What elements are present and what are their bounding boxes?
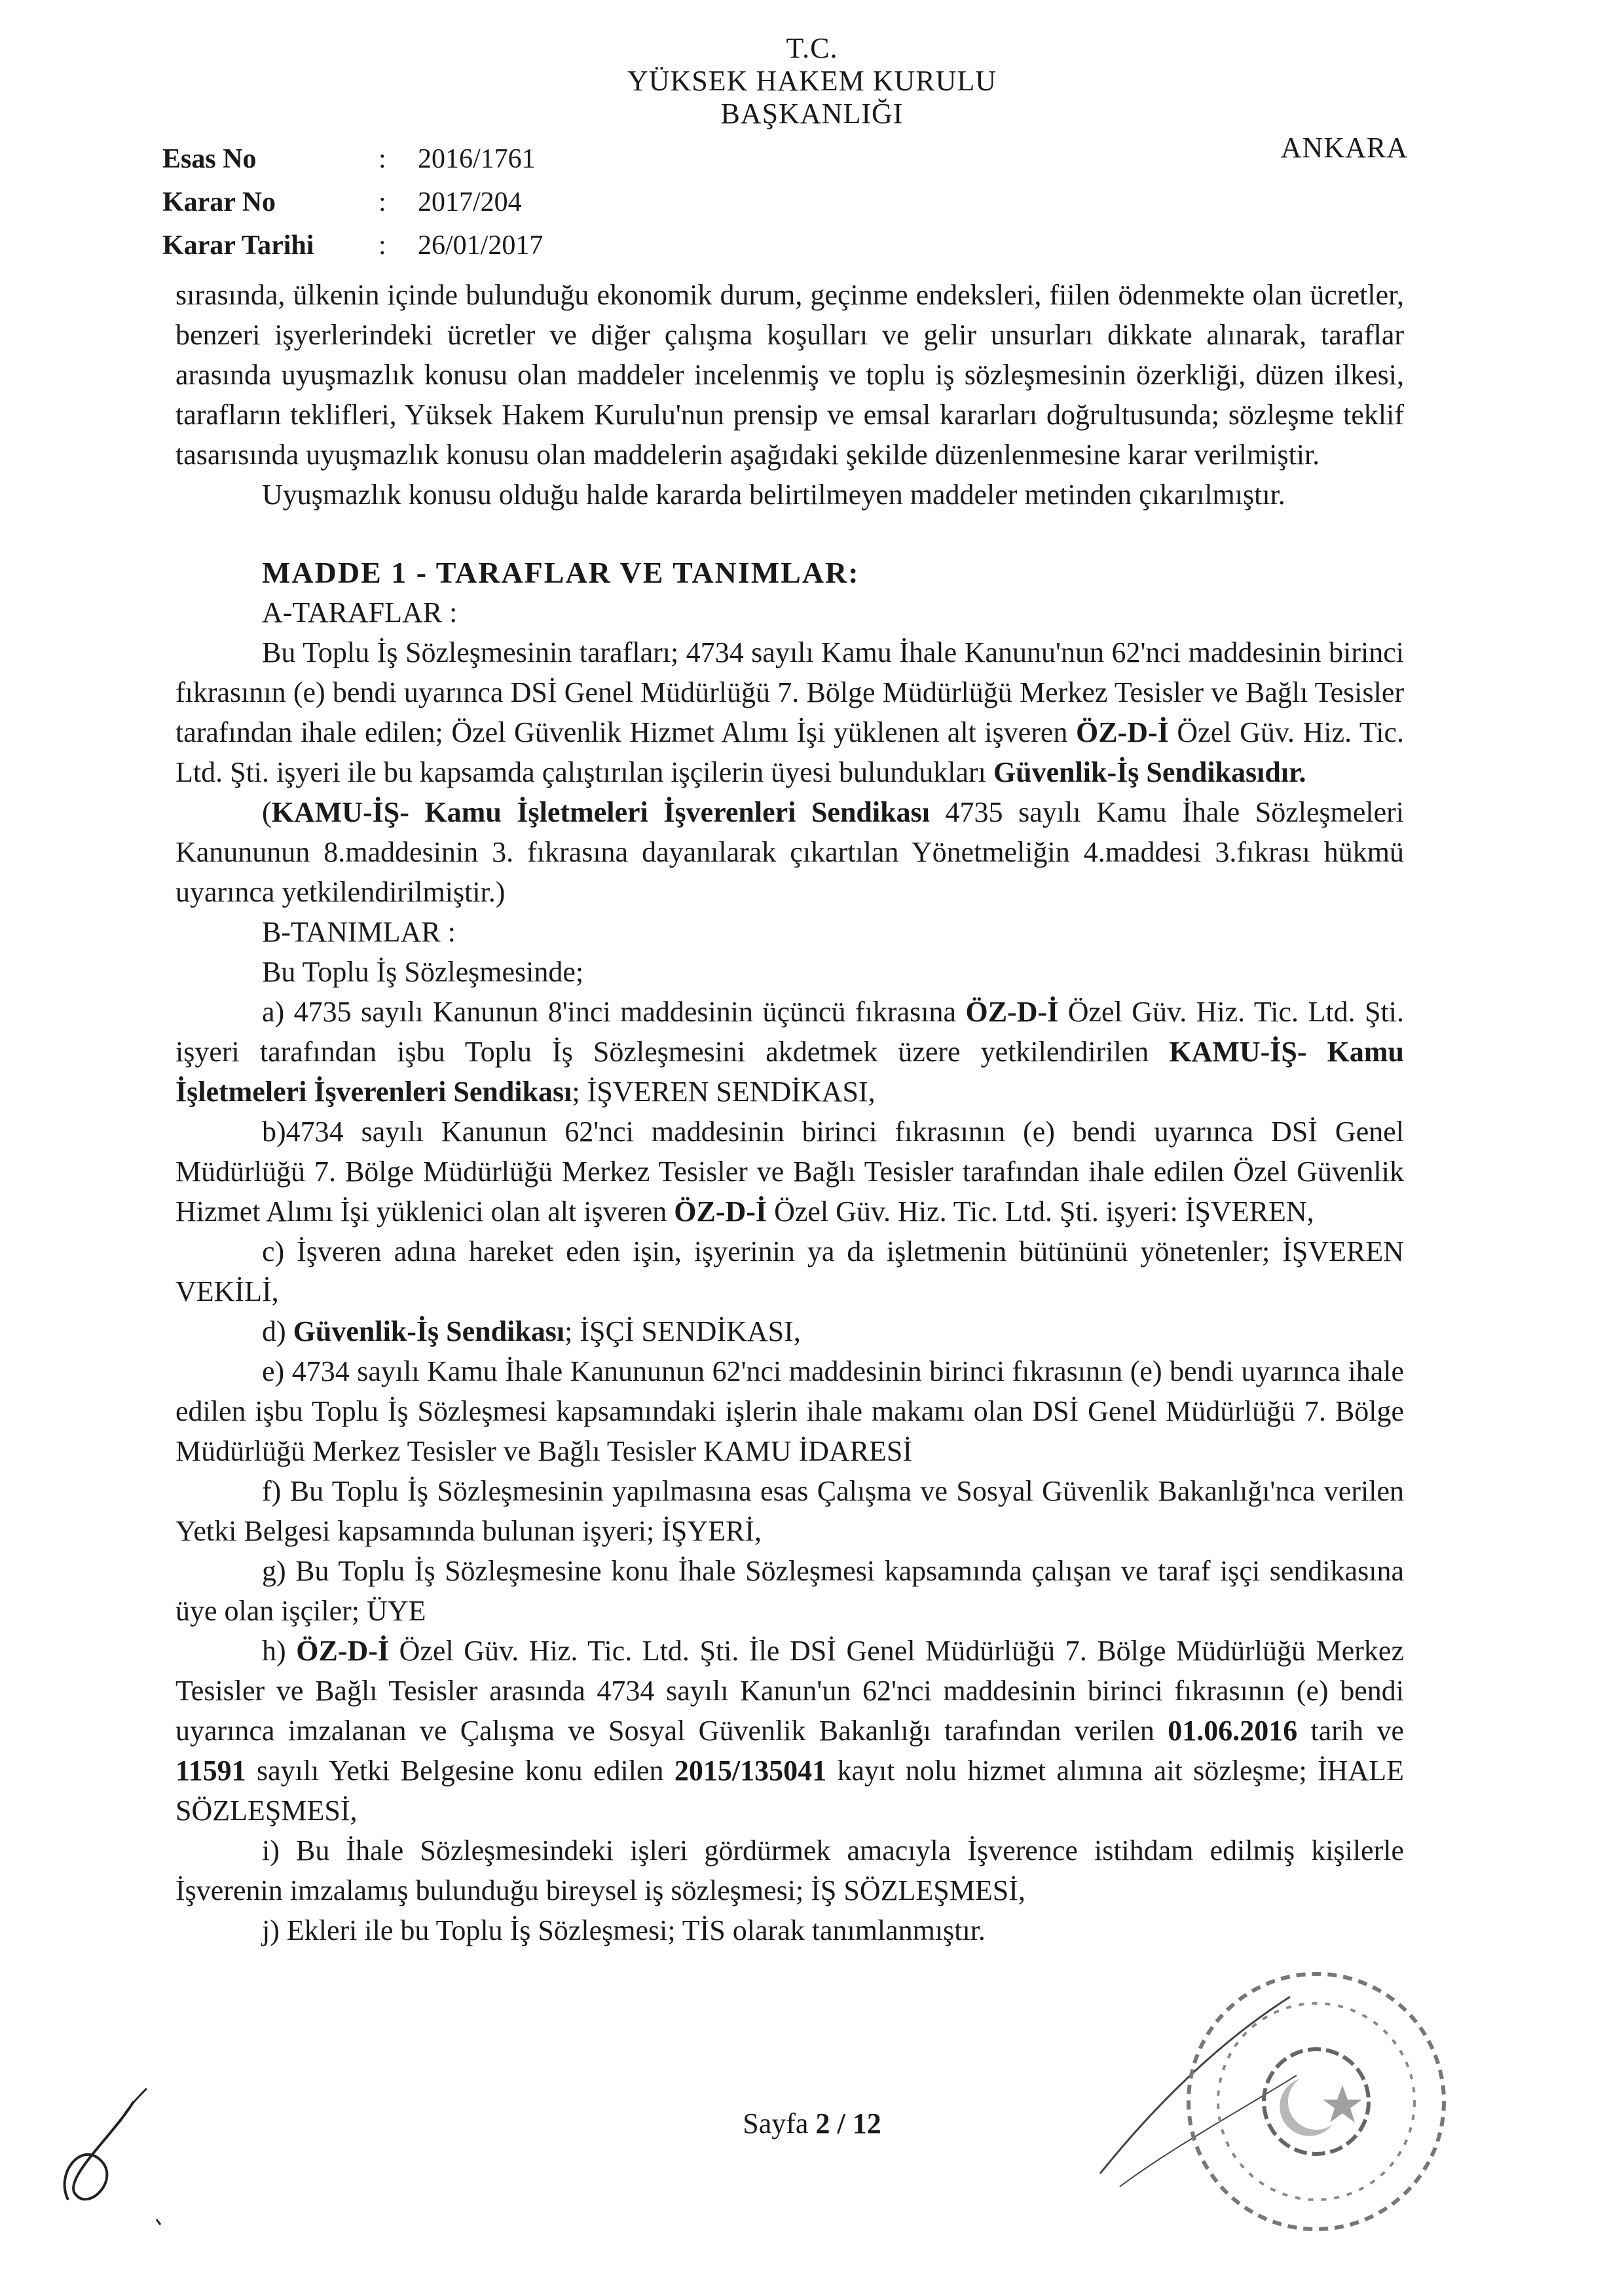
meta-row-esas — [162, 137, 543, 181]
header-city: ANKARA — [1280, 132, 1408, 164]
definition-item-e: e) 4734 sayılı Kamu İhale Kanununun 62'nci maddesinin birinci fıkrasının (e) bendi uyarınca ihale edilen işbu Toplu İş Sözleşmesi kapsamındaki işlerin ihale makamı olan DSİ Genel Müdürlüğü 7. Bölge Müdürlüğü Merkez Tesisler ve Bağlı Tesisler KAMU İDARESİ — [175, 1355, 1404, 1467]
meta-label: Esas No — [162, 144, 257, 174]
handwritten-signature-icon — [42, 2062, 179, 2232]
meta-row-tarih — [162, 224, 543, 267]
section-b-title: B-TANIMLAR : — [262, 916, 456, 948]
header-institution: YÜKSEK HAKEM KURULU — [627, 65, 997, 97]
meta-value: 2016/1761 — [418, 144, 536, 174]
parties-paragraph: Bu Toplu İş Sözleşmesinin tarafları; 4734 sayılı Kamu İhale Kanunu'nun 62'nci maddesinin birinci fıkrasının (e) bendi uyarınca DSİ Genel Müdürlüğü 7. Bölge Müdürlüğü Merkez Tesisler ve Bağlı Tesisler tarafından ihale edilen; Özel Güvenlik Hizmet Alımı İşi yüklenen alt işveren ÖZ-D-İ Özel Güv. Hiz. Tic. Ltd. Şti. işyeri ile bu kapsamda çalıştırılan işçilerin üyesi bulundukları Güvenlik-İş Sendikasıdır. — [175, 636, 1405, 788]
official-seal-icon — [1074, 1912, 1493, 2278]
definition-item-b: b)4734 sayılı Kanunun 62'nci maddesinin birinci fıkrasının (e) bendi uyarınca DSİ Genel Müdürlüğü 7. Bölge Müdürlüğü Merkez Tesisler ve Bağlı Tesisler tarafından ihale edilen Özel Güvenlik Hizmet Alımı İşi yüklenici olan alt işveren ÖZ-D-İ Özel Güv. Hiz. Tic. Ltd. Şti. işyeri: İŞVEREN, — [175, 1116, 1404, 1228]
definition-item-d: d) Güvenlik-İş Sendikası; İŞÇİ SENDİKASI, — [262, 1315, 801, 1347]
meta-label: Karar No — [162, 187, 276, 217]
article-1-heading: MADDE 1 - TARAFLAR VE TANIMLAR: — [262, 556, 860, 589]
definition-item-c: c) İşveren adına hareket eden işin, işyerinin ya da işletmenin bütününü yönetenler; İŞVEREN VEKİLİ, — [175, 1235, 1404, 1307]
case-metadata — [162, 137, 543, 267]
meta-label: Karar Tarihi — [162, 230, 314, 261]
meta-value: 26/01/2017 — [418, 230, 544, 261]
definition-item-i: i) Bu İhale Sözleşmesindeki işleri gördürmek amacıyla İşverence istihdam edilmiş kişilerle İşverenin imzalamış bulunduğu bireysel iş sözleşmesi; İŞ SÖZLEŞMESİ, — [175, 1834, 1404, 1906]
meta-value: 2017/204 — [418, 187, 522, 217]
page-number: Sayfa 2 / 12 — [743, 2107, 881, 2140]
definition-item-g: g) Bu Toplu İş Sözleşmesine konu İhale Sözleşmesi kapsamında çalışan ve taraf işçi sendikasına üye olan işçiler; ÜYE — [175, 1555, 1404, 1627]
definitions-intro: Bu Toplu İş Sözleşmesinde; — [262, 956, 584, 988]
meta-sep: : — [378, 230, 386, 261]
header-tc: T.C. — [786, 32, 838, 64]
definition-item-h: h) ÖZ-D-İ Özel Güv. Hiz. Tic. Ltd. Şti. İle DSİ Genel Müdürlüğü 7. Bölge Müdürlüğü Merkez Tesisler ve Bağlı Tesisler arasında 4734 sayılı Kanun'un 62'nci maddesinin birinci fıkrasının (e) bendi uyarınca imzalanan ve Çalışma ve Sosyal Güvenlik Bakanlığı tarafından verilen 01.06.2016 tarih ve 11591 sayılı Yetki Belgesine konu edilen 2015/135041 kayıt nolu hizmet alımına ait sözleşme; İHALE SÖZLEŞMESİ, — [175, 1635, 1404, 1827]
header-office: BAŞKANLIĞI — [720, 98, 904, 130]
meta-row-karar — [162, 181, 543, 224]
meta-sep: : — [378, 144, 386, 174]
meta-sep: : — [378, 187, 386, 217]
definition-item-a: a) 4735 sayılı Kanunun 8'inci maddesinin üçüncü fıkrasına ÖZ-D-İ Özel Güv. Hiz. Tic. Ltd. Şti. işyeri tarafından işbu Toplu İş Sözleşmesini akdetmek üzere yetkilendirilen KAMU-İŞ- Kamu İşletmeleri İşverenleri Sendikası; İŞVEREN SENDİKASI, — [175, 996, 1404, 1108]
authorization-paragraph: (KAMU-İŞ- Kamu İşletmeleri İşverenleri Sendikası 4735 sayılı Kamu İhale Sözleşmeleri Kanununun 8.maddesinin 3. fıkrasına dayanılarak çıkartılan Yönetmeliğin 4.maddesi 3.fıkrası hükmü uyarınca yetkilendirilmiştir.) — [175, 796, 1404, 908]
definition-item-f: f) Bu Toplu İş Sözleşmesinin yapılmasına esas Çalışma ve Sosyal Güvenlik Bakanlığı'nca verilen Yetki Belgesi kapsamında bulunan işyeri; İŞYERİ, — [175, 1475, 1404, 1547]
definition-item-j: j) Ekleri ile bu Toplu İş Sözleşmesi; TİS olarak tanımlanmıştır. — [262, 1914, 986, 1946]
intro-paragraph: sırasında, ülkenin içinde bulunduğu ekonomik durum, geçinme endeksleri, fiilen ödenmekte olan ücretler, benzeri işyerlerindeki ücretler ve diğer çalışma koşulları ve gelir unsurları dikkate alınarak, taraflar arasında uyuşmazlık konusu olan maddeler incelenmiş ve toplu iş sözleşmesinin özerkliği, düzen ilkesi, tarafların teklifleri, Yüksek Hakem Kurulu'nun prensip ve emsal kararları doğrultusunda; sözleşme teklif tasarısında uyuşmazlık konusu olan maddelerin aşağıdaki şekilde düzenlenmesine karar verilmiştir. — [175, 279, 1404, 471]
removed-articles-paragraph: Uyuşmazlık konusu olduğu halde kararda belirtilmeyen maddeler metinden çıkarılmıştır. — [262, 479, 1285, 511]
document-body — [175, 275, 1404, 1950]
section-a-title: A-TARAFLAR : — [262, 596, 458, 629]
